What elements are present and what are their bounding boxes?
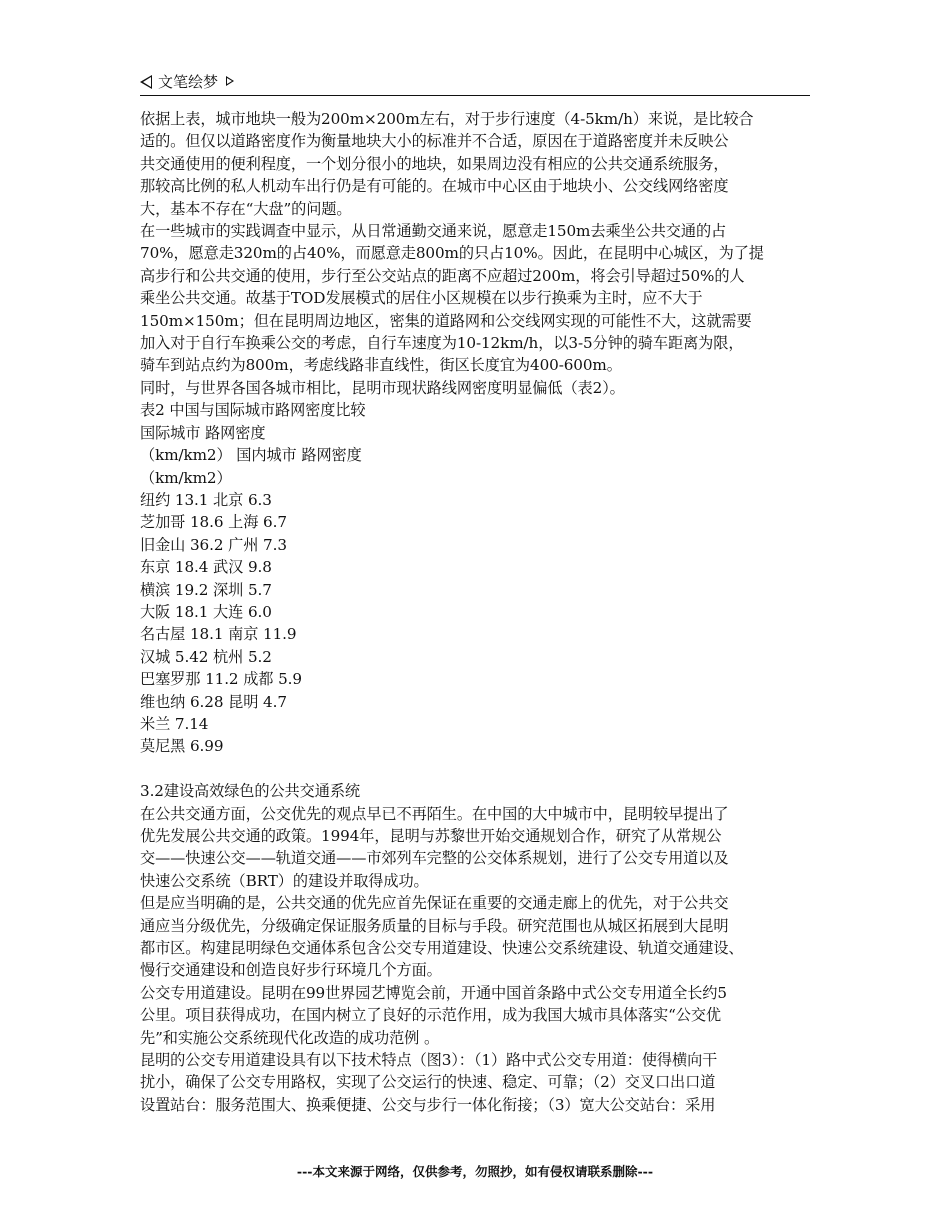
triangle-right-icon — [226, 76, 234, 86]
header-divider — [140, 95, 810, 96]
text-line: 扰小，确保了公交专用路权，实现了公交运行的快速、稳定、可靠；（2）交叉口出口道 — [140, 1073, 716, 1092]
text-line: 交——快速公交——轨道交通——市郊列车完整的公交体系规划，进行了公交专用道以及 — [140, 849, 729, 868]
text-line: 在公共交通方面，公交优先的观点早已不再陌生。在中国的大中城市中，昆明较早提出了 — [140, 804, 729, 823]
text-line: 米兰 7.14 — [140, 714, 209, 733]
text-line: 昆明的公交专用道建设具有以下技术特点（图3）：（1）路中式公交专用道：使得横向干 — [140, 1051, 718, 1070]
text-line: 莫尼黑 6.99 — [140, 737, 224, 756]
text-line: 大阪 18.1 大连 6.0 — [140, 602, 272, 621]
text-line: 设置站台：服务范围大、换乘便捷、公交与步行一体化衔接；（3）宽大公交站台：采用 — [140, 1095, 716, 1114]
text-line: 共交通使用的便利程度，一个划分很小的地块，如果周边没有相应的公共交通系统服务， — [140, 154, 729, 173]
text-line: 大，基本不存在“大盘”的问题。 — [140, 199, 352, 218]
text-line: 巴塞罗那 11.2 成都 5.9 — [140, 670, 302, 689]
triangle-left-icon — [140, 75, 152, 89]
text-line: 同时，与世界各国各城市相比，昆明市现状路线网密度明显偏低（表2）。 — [140, 378, 625, 397]
page-header — [140, 71, 810, 95]
text-line: 在一些城市的实践调查中显示，从日常通勤交通来说，愿意走150m去乘坐公共交通的占 — [140, 222, 727, 241]
text-line: 芝加哥 18.6 上海 6.7 — [140, 513, 287, 532]
text-line: 东京 18.4 武汉 9.8 — [140, 558, 272, 577]
text-line: 纽约 13.1 北京 6.3 — [140, 490, 272, 509]
text-line: 那较高比例的私人机动车出行仍是有可能的。在城市中心区由于地块小、公交线网络密度 — [140, 177, 729, 196]
text-line: 适的。但仅以道路密度作为衡量地块大小的标准并不合适，原因在于道路密度并未反映公 — [140, 132, 729, 151]
text-line: 汉城 5.42 杭州 5.2 — [140, 647, 272, 666]
text-line: 表2 中国与国际城市路网密度比较 — [140, 401, 366, 420]
text-line: 公里。项目获得成功，在国内树立了良好的示范作用，成为我国大城市具体落实“公交优 — [140, 1006, 721, 1025]
text-line: 国际城市 路网密度 — [140, 423, 266, 442]
text-line: 公交专用道建设。昆明在99世界园艺博览会前，开通中国首条路中式公交专用道全长约5 — [140, 983, 727, 1002]
text-line: 旧金山 36.2 广州 7.3 — [140, 535, 287, 554]
text-line: 依据上表，城市地块一般为200m×200m左右，对于步行速度（4-5km/h）来说，是比较合 — [140, 110, 754, 128]
header-logo — [140, 73, 234, 91]
text-line: 70%，愿意走320m的占40%，而愿意走800m的只占10%。因此，在昆明中心城区，为了提 — [140, 244, 764, 263]
text-line: 乘坐公共交通。故基于TOD发展模式的居住小区规模在以步行换乘为主时，应不大于 — [140, 289, 703, 308]
text-line: 高步行和公共交通的使用，步行至公交站点的距离不应超过200m，将会引导超过50%的人 — [140, 266, 745, 285]
text-line: 但是应当明确的是，公共交通的优先应首先保证在重要的交通走廊上的优先，对于公共交 — [140, 894, 729, 913]
header-title: 文笔绘梦 — [158, 73, 219, 91]
text-line: （km/km2） — [140, 468, 232, 487]
text-line: 维也纳 6.28 昆明 4.7 — [140, 692, 287, 711]
text-line: 名古屋 18.1 南京 11.9 — [140, 625, 297, 644]
text-line: 优先发展公共交通的政策。1994年，昆明与苏黎世开始交通规划合作，研究了从常规公 — [140, 826, 722, 845]
footer-disclaimer: ---本文来源于网络，仅供参考，勿照抄，如有侵权请联系删除--- — [296, 1164, 654, 1179]
text-line: 都市区。构建昆明绿色交通体系包含公交专用道建设、快速公交系统建设、轨道交通建设、 — [140, 939, 744, 958]
text-line: 先”和实施公交系统现代化改造的成功范例 。 — [140, 1028, 440, 1047]
text-line: 通应当分级优先，分级确定保证服务质量的目标与手段。研究范围也从城区拓展到大昆明 — [140, 916, 729, 935]
blank-line — [140, 758, 812, 780]
text-line: 骑车到站点约为800m，考虑线路非直线性，街区长度宜为400-600m。 — [140, 356, 622, 375]
text-line: 横滨 19.2 深圳 5.7 — [140, 580, 272, 599]
text-line: 慢行交通建设和创造良好步行环境几个方面。 — [140, 961, 442, 980]
text-line: （km/km2） 国内城市 路网密度 — [140, 446, 362, 465]
document-body — [140, 108, 812, 1116]
text-line: 3.2建设高效绿色的公共交通系统 — [140, 782, 360, 801]
text-line: 150m×150m；但在昆明周边地区，密集的道路网和公交线网实现的可能性不大，这就需要 — [140, 311, 752, 330]
text-line: 快速公交系统（BRT）的建设并取得成功。 — [140, 871, 429, 890]
text-line: 加入对于自行车换乘公交的考虑，自行车速度为10-12km/h，以3-5分钟的骑车距离为限， — [140, 334, 744, 353]
